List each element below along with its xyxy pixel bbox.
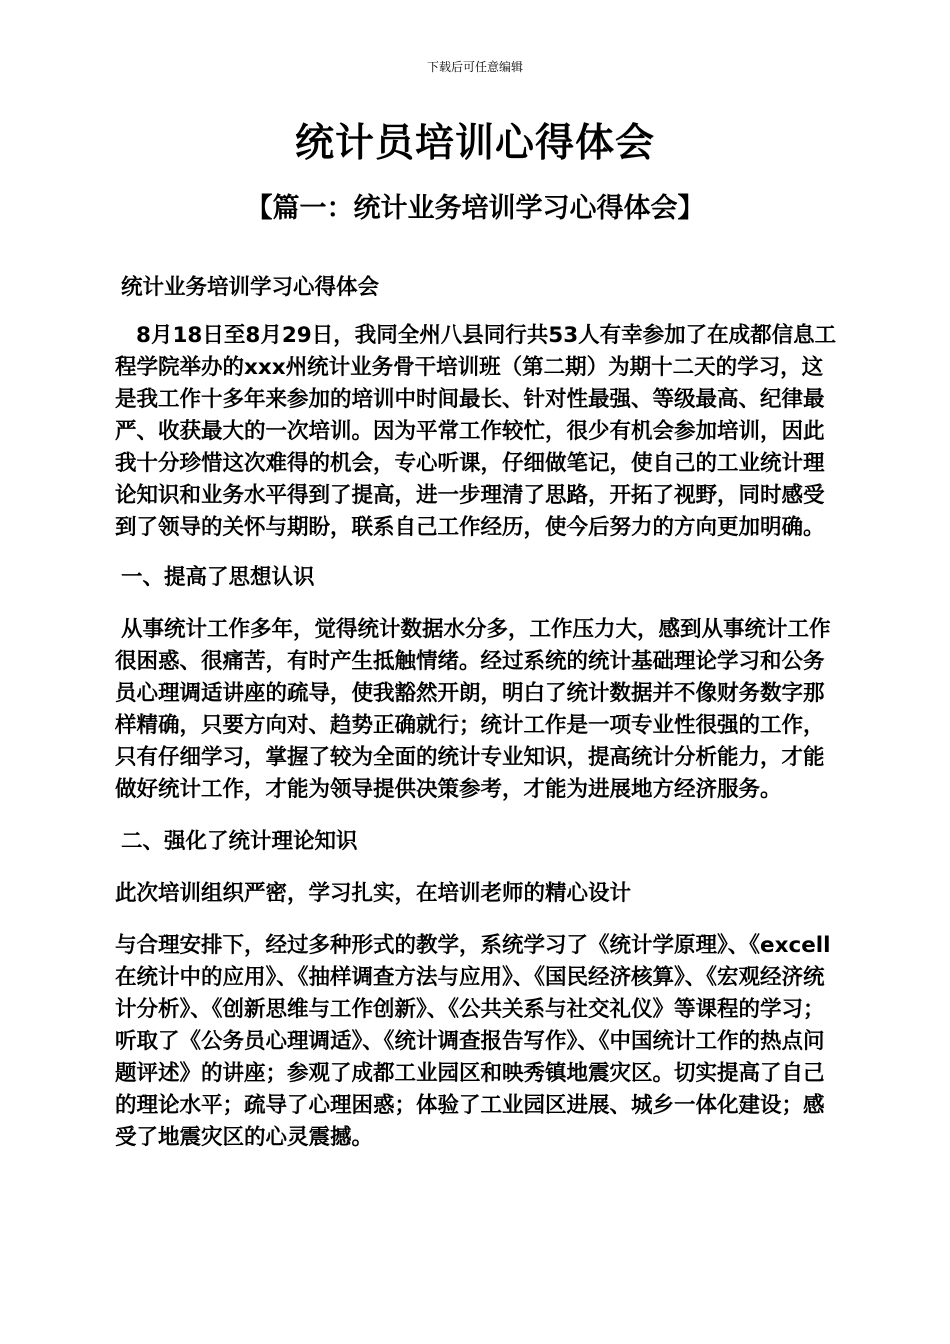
- document-subtitle: 【篇一：统计业务培训学习心得体会】: [245, 193, 705, 224]
- paragraph-2a: 此次培训组织严密，学习扎实，在培训老师的精心设计: [115, 881, 632, 906]
- document-body: [115, 272, 840, 1154]
- page-header-note: 下载后可任意编辑: [426, 60, 523, 74]
- paragraph-1: 从事统计工作多年，觉得统计数据水分多，工作压力大，感到从事统计工作很困惑、很痛苦，有时产生抵触情绪。经过系统的统计基础理论学习和公务员心理调适讲座的疏导，使我豁然开朗，明白了统计数据并不像财务数字那样精确，只要方向对、趋势正确就行；统计工作是一项专业性很强的工作，只有仔细学习，掌握了较为全面的统计专业知识，提高统计分析能力，才能做好统计工作，才能为领导提供决策参考，才能为进展地方经济服务。: [115, 617, 831, 802]
- document-title: 统计员培训心得体会: [294, 121, 655, 166]
- intro-paragraph: 8月18日至8月29日，我同全州八县同行共53人有幸参加了在成都信息工程学院举办的xxx州统计业务骨干培训班（第二期）为期十二天的学习，这是我工作十多年来参加的培训中时间最长、针对性最强、等级最高、纪律最严、收获最大的一次培训。因为平常工作较忙，很少有机会参加培训，因此我十分珍惜这次难得的机会，专心听课，仔细做笔记，使自己的工业统计理论知识和业务水平得到了提高，进一步理清了思路，开拓了视野，同时感受到了领导的关怀与期盼，联系自己工作经历，使今后努力的方向更加明确。: [115, 323, 837, 540]
- heading-2: 二、强化了统计理论知识: [121, 829, 358, 854]
- section-heading: 统计业务培训学习心得体会: [121, 275, 380, 300]
- paragraph-2b: 与合理安排下，经过多种形式的教学，系统学习了《统计学原理》、《excell在统计中的应用》、《抽样调查方法与应用》、《国民经济核算》、《宏观经济统计分析》、《创新思维与工作创新》、《公共关系与社交礼仪》等课程的学习；听取了《公务员心理调适》、《统计调查报告写作》、《中国统计工作的热点问题评述》的讲座；参观了成都工业园区和映秀镇地震灾区。切实提高了自己的理论水平；疏导了心理困惑；体验了工业园区进展、城乡一体化建设；感受了地震灾区的心灵震撼。: [115, 933, 831, 1150]
- heading-1: 一、提高了思想认识: [121, 565, 315, 590]
